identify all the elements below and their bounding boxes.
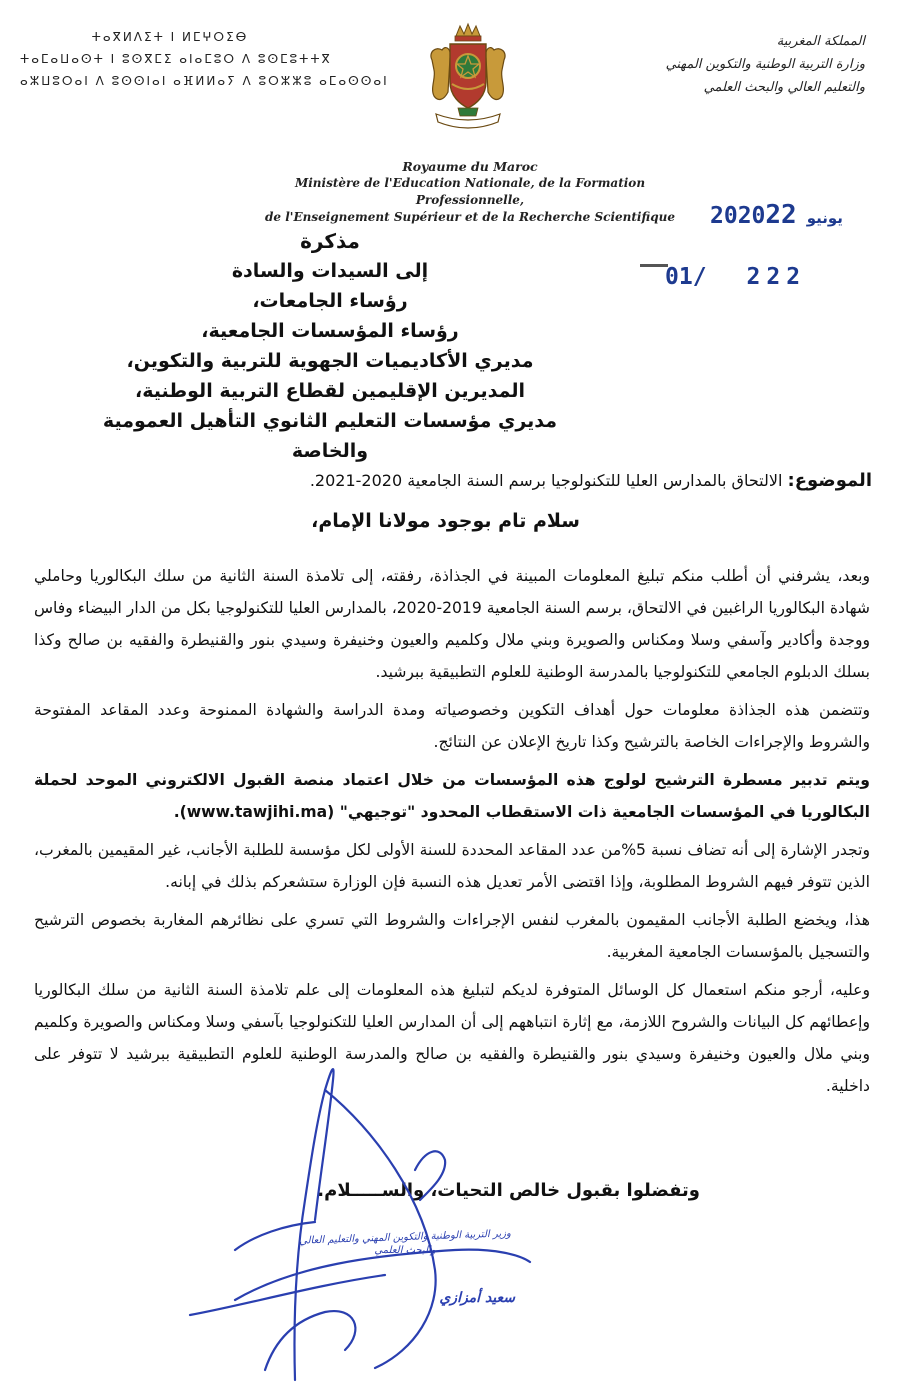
date-stamp xyxy=(710,200,857,230)
ref-prefix: 01/ xyxy=(665,264,707,290)
date-year: 2020 xyxy=(710,203,766,229)
tifinagh-ministry-header xyxy=(20,26,389,92)
fr-kingdom: Royaume du Maroc xyxy=(402,159,538,174)
closing-line: وتفضلوا بقبول خالص التحيات، والســـــلام. xyxy=(317,1180,700,1201)
arabic-ministry-header xyxy=(666,30,865,99)
ref-number: 222 xyxy=(746,264,807,290)
coat-of-arms-icon xyxy=(418,22,518,142)
addressee-line: مديري مؤسسات التعليم الثانوي التأهيل العمومية والخاصة xyxy=(102,410,558,462)
addressee-line: مديري الأكاديميات الجهوية للتربية والتكوين، xyxy=(126,350,534,372)
french-ministry-header xyxy=(250,158,690,226)
greeting: سلام تام بوجود مولانا الإمام، xyxy=(311,510,580,532)
ar-header-line: المملكة المغربية xyxy=(776,34,865,49)
addressee-line: رؤساء الجامعات، xyxy=(252,290,408,312)
addressee-block xyxy=(70,226,590,466)
addressee-line: المديرين الإقليمين لقطاع التربية الوطنية، xyxy=(135,380,525,402)
ref-dash xyxy=(640,264,668,267)
signatory-name: سعيد أمزازي xyxy=(439,1290,515,1306)
ar-header-line: وزارة التربية الوطنية والتكوين المهني xyxy=(665,57,865,72)
body-paragraph-bold: ويتم تدبير مسطرة الترشيح لولوج هذه المؤسسات من خلال اعتماد منصة القبول الالكتروني الموحد لحملة البكالوريا في المؤسسات الجامعية ذات الاستقطاب المحدود "توجيهي" (www.tawjihi.ma). xyxy=(34,771,870,821)
reference-stamp xyxy=(665,264,806,290)
signature-stamp-title: وزير التربية الوطنية والتكوين المهني والتعليم العالي xyxy=(298,1228,512,1247)
fr-header-line: Ministère de l'Education Nationale, de la Formation Professionnelle, xyxy=(294,176,646,207)
body-paragraph: وتجدر الإشارة إلى أنه تضاف نسبة 5%من عدد المقاعد المحددة للسنة الأولى لكل مؤسسة للطلبة الأجانب، غير المقيمين بالمغرب، الذين تتوفر فيهم الشروط المطلوبة، وإذا اقتضى الأمر تعديل هذه النسبة فإن الوزارة ستشعركم بذلك في إبانه. xyxy=(34,841,870,891)
tifinagh-header-line: ⵜⴰⵎⴰⵡⴰⵙⵜ ⵏ ⵓⵙⴳⵎⵉ ⴰⵏⴰⵎⵓⵔ ⴷ ⵓⵙⵎⵓⵜⵜⴳ xyxy=(20,52,332,66)
signature-stamp-title-2: والبحث العلمي xyxy=(374,1245,436,1256)
ar-header-line: والتعليم العالي والبحث العلمي xyxy=(703,80,865,95)
body-paragraph: هذا، ويخضع الطلبة الأجانب المقيمون بالمغرب لنفس الإجراءات والشروط التي تسري على نظائرهم المغاربة بخصوص الترشيح والتسجيل بالمؤسسات الجامعية المغربية. xyxy=(34,911,870,961)
body-paragraph: وبعد، يشرفني أن أطلب منكم تبليغ المعلومات المبينة في الجذاذة، رفقته، إلى تلامذة السنة الثانية من سلك البكالوريا وحاملي شهادة البكالوريا الراغبين في الالتحاق، برسم السنة الجامعية 2019-2020، بالمدارس العليا للتكنولوجيا بكل من الدار البيضاء وفاس ووجدة وأكادير وآسفي وسلا ومكناس والصويرة وبني ملال وكلميم والعيون وخنيفرة وسيدي بنور والقنيطرة والفقيه بن صالح وكذا بسلك الدبلوم الجامعي للتكنولوجيا بالمدرسة الوطنية للعلوم التطبيقية ببرشيد. xyxy=(34,567,870,681)
memo-title: مذكرة xyxy=(300,229,360,253)
tifinagh-header-line: ⴰⵣⵡⵓⵔⴰⵏ ⴷ ⵓⵙⵙⵏⴰⵏ ⴰⴼⵍⵍⴰⵢ ⴷ ⵓⵔⵣⵣⵓ ⴰⵎⴰⵙⵙⴰⵏ xyxy=(20,74,389,88)
memo-body xyxy=(34,560,870,1108)
body-paragraph: وتتضمن هذه الجذاذة معلومات حول أهداف التكوين وخصوصياته ومدة الدراسة والشهادة الممنوحة وعدد المقاعد المفتوحة والشروط والإجراءات الخاصة بالترشيح وكذا تاريخ الإعلان عن النتائج. xyxy=(34,701,870,751)
addressee-line: إلى السيدات والسادة xyxy=(231,260,429,282)
addressee-line: رؤساء المؤسسات الجامعية، xyxy=(201,320,459,342)
body-paragraph: وعليه، أرجو منكم استعمال كل الوسائل المتوفرة لديكم لتبليغ هذه المعلومات إلى علم تلامذة السنة الثانية من سلك البكالوريا وإعطائهم كل البيانات والشروح اللازمة، مع إثارة انتباههم إلى أن المدارس العليا للتكنولوجيا بآسفي وسلا ومكناس والصويرة وكلميم وبني ملال والعيون وخنيفرة وسيدي بنور والقنيطرة والفقيه بن صالح والمدرسة الوطنية للعلوم التطبيقية ببرشيد لا تتوفر على داخلية. xyxy=(34,981,870,1095)
subject-label: الموضوع: xyxy=(787,470,872,491)
tifinagh-header-line: ⵜⴰⴳⵍⴷⵉⵜ ⵏ ⵍⵎⵖⵔⵉⴱ xyxy=(91,30,249,44)
date-month: يونيو xyxy=(806,209,843,227)
fr-header-line: de l'Enseignement Supérieur et de la Recherche Scientifique xyxy=(265,210,675,224)
signature-stamp xyxy=(255,1218,555,1358)
date-day: 22 xyxy=(765,200,797,230)
subject-text: الالتحاق بالمدارس العليا للتكنولوجيا برسم السنة الجامعية 2020-2021. xyxy=(309,471,783,490)
subject-line xyxy=(310,470,872,491)
